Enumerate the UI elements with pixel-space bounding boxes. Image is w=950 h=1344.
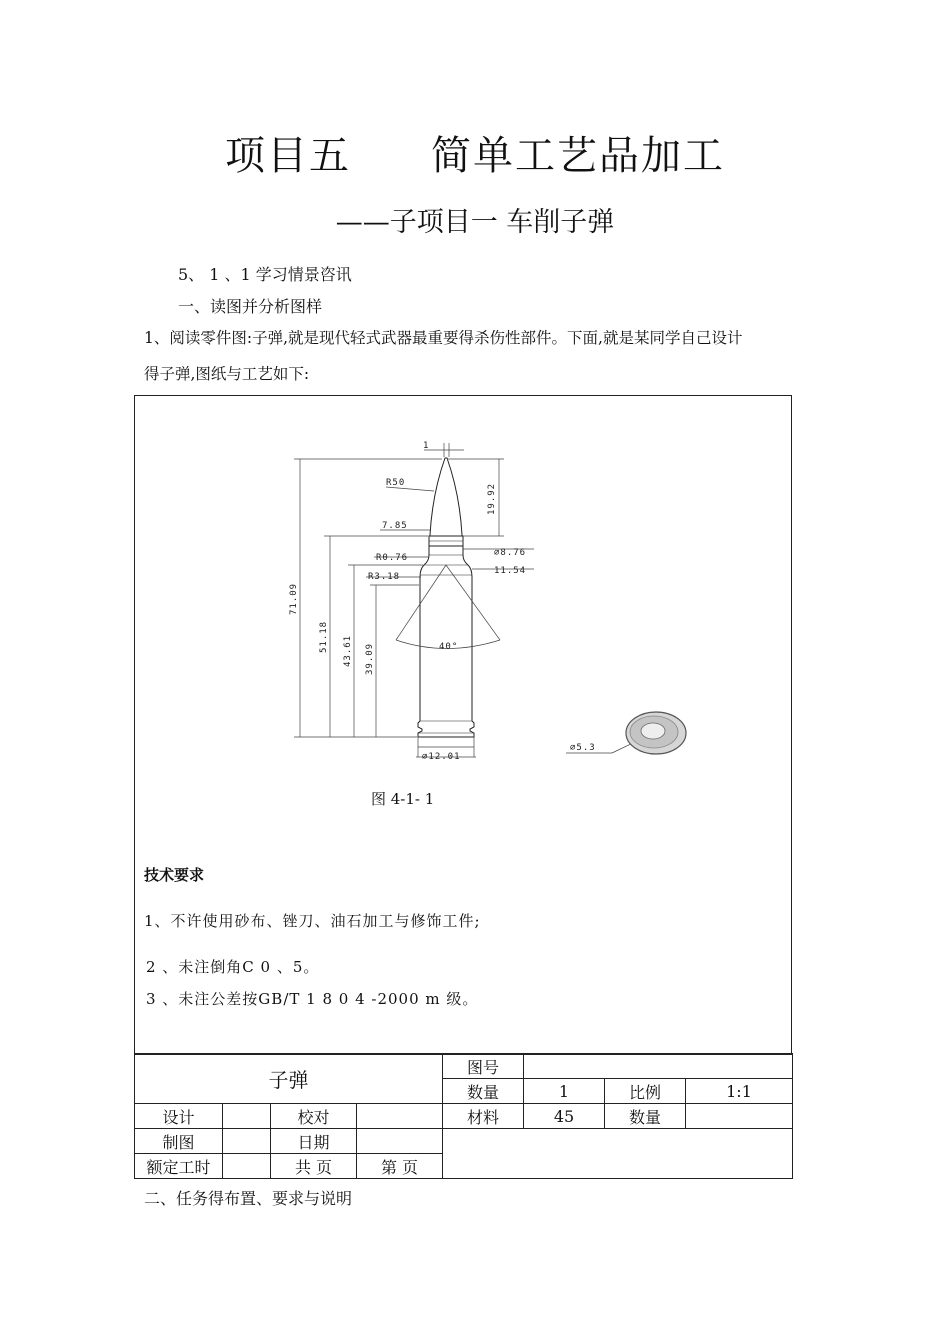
draw-label: 制图 bbox=[135, 1129, 223, 1154]
dim-angle-40: 40° bbox=[439, 642, 459, 652]
base-end-view bbox=[626, 712, 686, 754]
qty-value: 1 bbox=[524, 1079, 605, 1104]
total-pages-label: 共 页 bbox=[271, 1154, 357, 1179]
tech-requirement-1: 1、不许使用砂布、锉刀、油石加工与修饰工件; bbox=[144, 912, 481, 930]
dim-tip-width: 1 bbox=[423, 441, 430, 451]
title-block-table bbox=[134, 1053, 793, 1179]
qty2-value bbox=[686, 1104, 793, 1129]
design-value bbox=[223, 1104, 271, 1129]
case-left-wall bbox=[420, 546, 429, 721]
tech-requirement-3: 3 、未注公差按GB/T 1 8 0 4 -2000 m 级。 bbox=[146, 990, 479, 1008]
hours-label: 额定工时 bbox=[135, 1154, 223, 1179]
tech-requirement-2: 2 、未注倒角C 0 、5。 bbox=[146, 958, 320, 976]
paragraph-line-1: 1、阅读零件图:子弹,就是现代轻式武器最重要得杀伤性部件。下面,就是某同学自己设计 bbox=[144, 329, 743, 347]
material-value: 45 bbox=[524, 1104, 605, 1129]
dim-71-09: 71.09 bbox=[289, 582, 299, 615]
drawing-no-value bbox=[524, 1054, 793, 1079]
qty2-label: 数量 bbox=[605, 1104, 686, 1129]
dim-r50: R50 bbox=[386, 478, 406, 488]
tech-requirements-title: 技术要求 bbox=[144, 866, 205, 884]
case-right-wall bbox=[463, 546, 472, 721]
title-name: 简单工艺品加工 bbox=[431, 133, 725, 179]
check-label: 校对 bbox=[271, 1104, 357, 1129]
material-label: 材料 bbox=[443, 1104, 524, 1129]
design-label: 设计 bbox=[135, 1104, 223, 1129]
case-base bbox=[418, 721, 474, 737]
dim-19-92: 19.92 bbox=[487, 482, 497, 515]
check-value bbox=[357, 1104, 443, 1129]
scale-label: 比例 bbox=[605, 1079, 686, 1104]
section-read-drawing: 一、读图并分析图样 bbox=[178, 297, 323, 316]
dim-11-54: 11.54 bbox=[494, 566, 527, 576]
bullet-head bbox=[430, 458, 462, 536]
hours-value bbox=[223, 1154, 271, 1179]
section-5-1-1: 5、 1 、1 学习情景咨讯 bbox=[178, 265, 352, 284]
dim-7-85: 7.85 bbox=[382, 521, 408, 531]
figure-caption: 图 4-1- 1 bbox=[371, 790, 435, 808]
date-label: 日期 bbox=[271, 1129, 357, 1154]
dim-dia-8-76: ∅8.76 bbox=[494, 548, 527, 558]
dim-43-61: 43.61 bbox=[343, 634, 353, 667]
page-title bbox=[0, 124, 950, 181]
scale-value: 1:1 bbox=[686, 1079, 793, 1104]
date-value bbox=[357, 1129, 443, 1154]
qty-label: 数量 bbox=[443, 1079, 524, 1104]
dim-39-09: 39.09 bbox=[365, 642, 375, 675]
part-name: 子弹 bbox=[135, 1054, 443, 1104]
draw-value bbox=[223, 1129, 271, 1154]
dim-51-18: 51.18 bbox=[319, 620, 329, 653]
dimension-lines bbox=[294, 443, 664, 757]
dim-dia-5-3: ∅5.3 bbox=[570, 743, 596, 753]
page-subtitle: ——子项目一 车削子弹 bbox=[335, 207, 615, 238]
blank-area bbox=[443, 1129, 793, 1179]
bullet-drawing bbox=[134, 395, 790, 795]
dim-r3-18: R3.18 bbox=[368, 572, 401, 582]
dim-r0-76: R0.76 bbox=[376, 553, 409, 563]
title-project: 项目五 bbox=[225, 133, 351, 179]
paragraph-line-2: 得子弹,图纸与工艺如下: bbox=[144, 365, 310, 383]
dim-dia-12-01: ∅12.01 bbox=[422, 752, 461, 762]
section-task-assignment: 二、任务得布置、要求与说明 bbox=[144, 1189, 353, 1208]
drawing-no-label: 图号 bbox=[443, 1054, 524, 1079]
page-label: 第 页 bbox=[357, 1154, 443, 1179]
